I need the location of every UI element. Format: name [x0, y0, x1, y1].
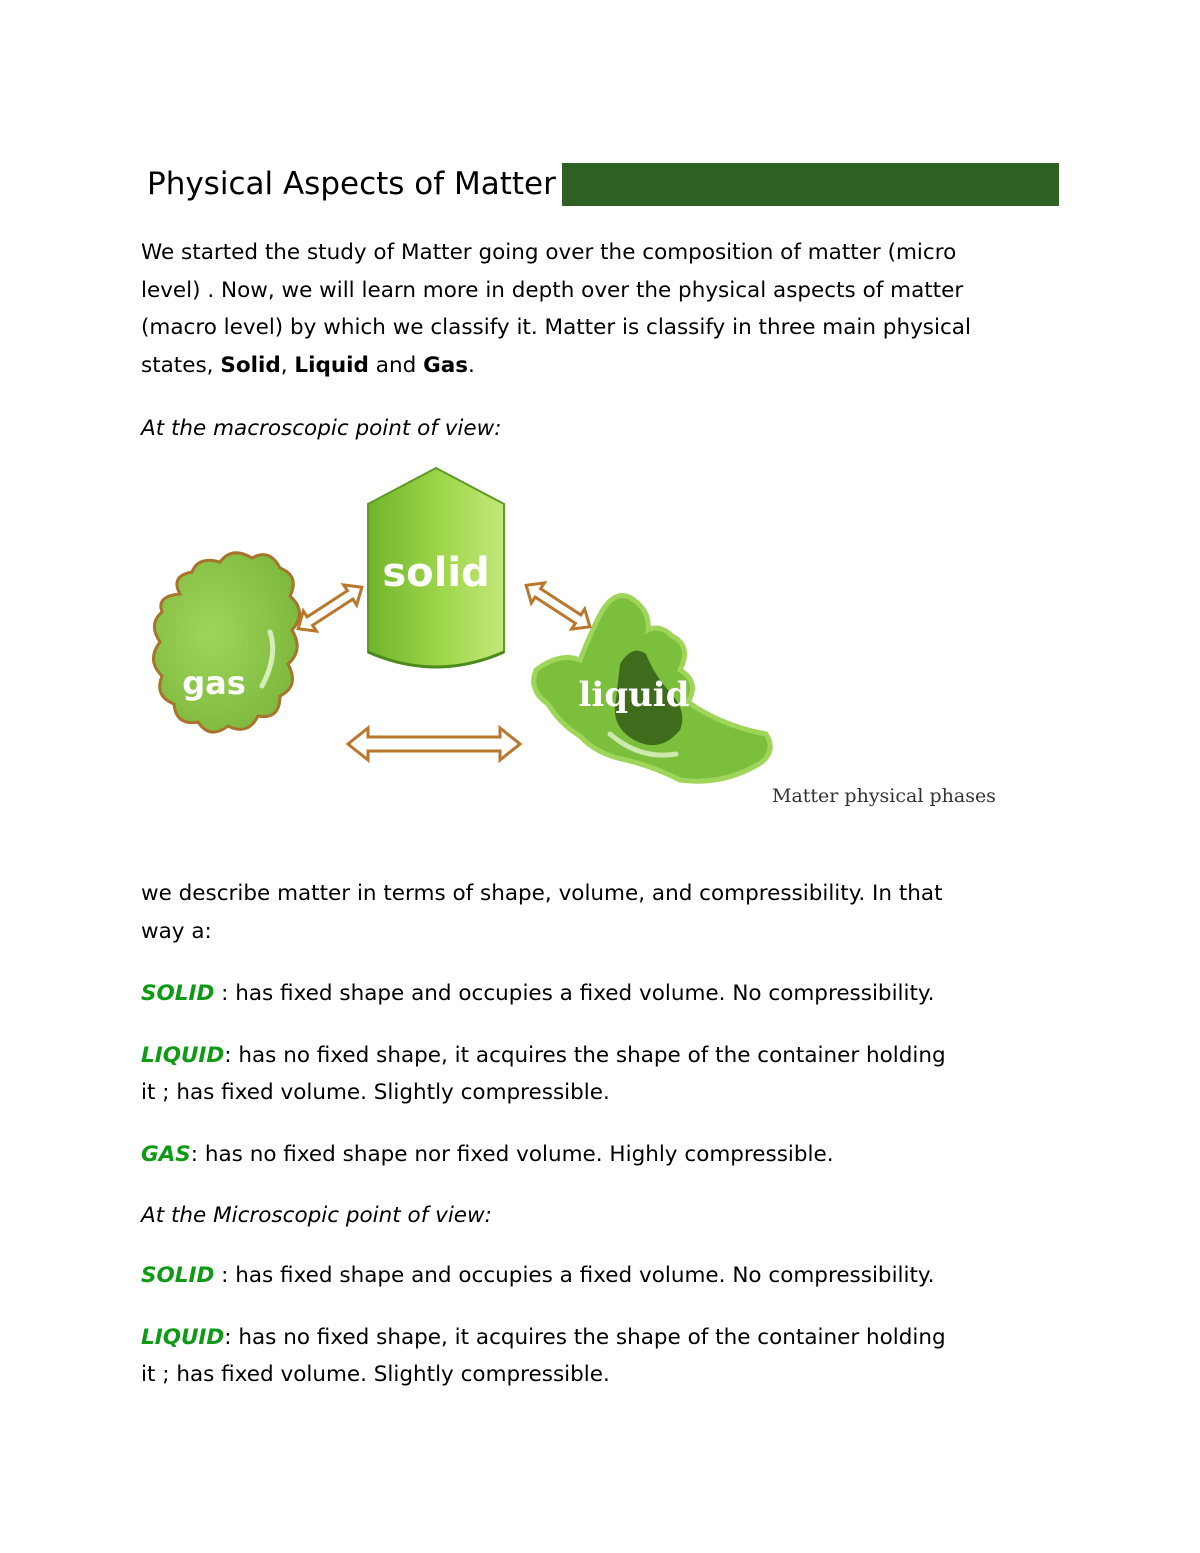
solid-label: solid	[382, 550, 490, 596]
solid-description: : has fixed shape and occupies a fixed volume. No compressibility.	[214, 981, 935, 1006]
macro-solid-item	[141, 975, 1061, 1012]
micro-solid-item	[141, 1257, 1061, 1294]
solid-term: Solid	[220, 352, 281, 378]
solid-keyword: SOLID	[141, 981, 215, 1006]
macro-gas-item	[141, 1136, 1061, 1173]
solid-description: : has fixed shape and occupies a fixed volume. No compressibility.	[214, 1263, 935, 1288]
liquid-description: : has no fixed shape, it acquires the shape of the container holding	[224, 1043, 946, 1068]
page-title: Physical Aspects of Matter	[141, 163, 562, 206]
describe-line-1: we describe matter in terms of shape, volume, and compressibility. In that	[141, 881, 943, 906]
macroscopic-heading: At the macroscopic point of view:	[141, 416, 502, 441]
liquid-description: : has no fixed shape, it acquires the shape of the container holding	[224, 1325, 946, 1350]
matter-phases-figure	[140, 464, 780, 804]
gas-shape	[153, 553, 299, 732]
intro-text: states,	[141, 352, 221, 378]
intro-line-2: level) . Now, we will learn more in depth over the physical aspects of matter	[141, 277, 964, 303]
macro-liquid-item	[141, 1037, 1061, 1111]
double-arrow-gas-liquid	[348, 728, 520, 760]
liquid-term: Liquid	[294, 352, 369, 378]
micro-liquid-item	[141, 1319, 1061, 1393]
liquid-description-cont: it ; has fixed volume. Slightly compressible.	[141, 1080, 610, 1105]
liquid-description-cont: it ; has fixed volume. Slightly compressible.	[141, 1362, 610, 1387]
describe-paragraph	[141, 875, 1061, 951]
describe-line-2: way a:	[141, 919, 212, 944]
intro-line-1: We started the study of Matter going over the composition of matter (micro	[141, 240, 957, 265]
solid-keyword: SOLID	[141, 1263, 215, 1288]
double-arrow-gas-solid	[292, 577, 369, 639]
intro-paragraph	[141, 234, 1061, 384]
gas-keyword: GAS	[141, 1142, 191, 1167]
intro-text: ,	[280, 352, 295, 378]
double-arrow-solid-liquid	[520, 575, 597, 637]
liquid-keyword: LIQUID	[141, 1043, 225, 1068]
liquid-label: liquid	[578, 675, 690, 715]
gas-term: Gas	[423, 352, 469, 378]
liquid-keyword: LIQUID	[141, 1325, 225, 1350]
liquid-shape	[534, 596, 770, 782]
figure-caption: Matter physical phases	[772, 785, 996, 807]
intro-line-3: (macro level) by which we classify it. Matter is classify in three main physical	[141, 315, 971, 340]
intro-text: .	[468, 352, 475, 378]
gas-description: : has no fixed shape nor fixed volume. Highly compressible.	[190, 1142, 834, 1167]
intro-line-4	[141, 347, 1061, 385]
solid-shape	[368, 468, 504, 667]
intro-text: and	[368, 352, 424, 378]
gas-label: gas	[182, 664, 246, 702]
microscopic-heading: At the Microscopic point of view:	[141, 1203, 492, 1228]
